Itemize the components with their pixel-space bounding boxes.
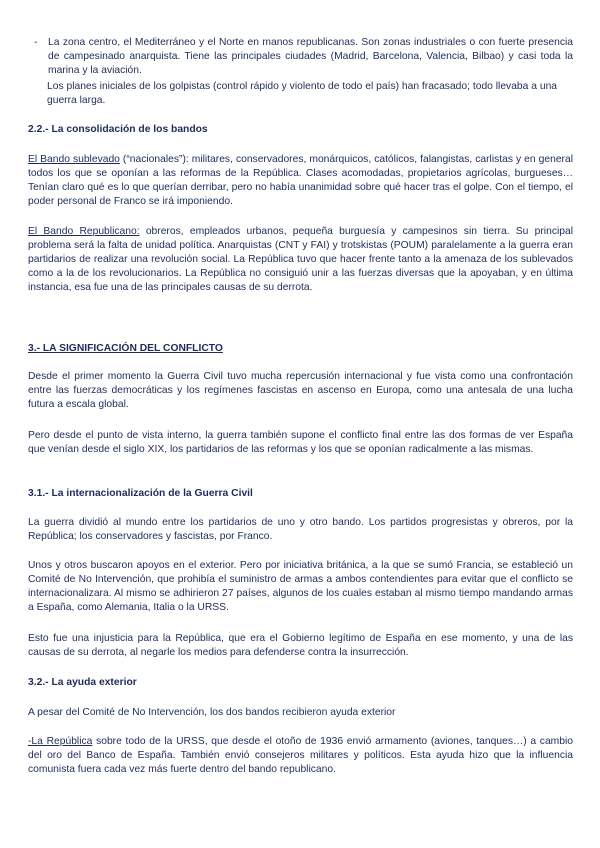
- paragraph-ayuda-exterior: A pesar del Comité de No Intervención, los dos bandos recibieron ayuda exterior: [28, 707, 396, 718]
- heading-2-2: 2.2.- La consolidación de los bandos: [28, 124, 208, 135]
- paragraph-ayuda-republica: [28, 735, 573, 777]
- bullet-text: La zona centro, el Mediterráneo y el Norte en manos republicanas. Son zonas industriales o con fuerte presencia de campesinado anarquista. Tiene las principales ciudades (Madrid, Barcelona, Valencia, Bilbao) y casi toda la marina y la aviación.: [48, 37, 573, 76]
- paragraph-bando-sublevado: [28, 153, 573, 209]
- paragraph-planes-golpistas: Los planes iniciales de los golpistas (control rápido y violento de todo el país) han fracasado; todo llevaba a una guerra larga.: [47, 81, 558, 106]
- text-ayuda-republica: sobre todo de la URSS, que desde el otoño de 1936 envió armamento (aviones, tanques…) a cambio del oro del Banco de España. También envió consejeros militares y políticos. Esta ayuda hizo que la influencia comunista fuera cada vez más fuerte dentro del bando republicano.: [28, 736, 573, 775]
- term-bando-republicano: El Bando Republicano:: [28, 226, 140, 237]
- paragraph-repercusion-internacional: Desde el primer momento la Guerra Civil tuvo mucha repercusión internacional y fue vista como una confrontación entre las fuerzas democráticas y los regímenes fascistas en ascenso en Europa, como una antesala de una lucha futura a escala global.: [28, 371, 573, 410]
- text-bando-sublevado: (“nacionales”): militares, conservadores, monárquicos, católicos, falangistas, carlistas y en general todos los que se oponían a las reformas de la República. Clases acomodadas, propietarios agrícolas, burgueses… Tenían claro qué es lo que querían derribar, pero no había unanimidad sobre qué hacer tras el golpe. Con el tiempo, el poder personal de Franco se irá imponiendo.: [28, 154, 573, 207]
- paragraph-conflicto-interno: Pero desde el punto de vista interno, la guerra también supone el conflicto final entre las dos formas de ver España que venían desde el siglo XIX, los partidarios de las reformas y los que se oponían radicalmente a las mismas.: [28, 430, 573, 455]
- bullet-zona-republicana: [34, 36, 573, 78]
- heading-3-2: 3.2.- La ayuda exterior: [28, 677, 137, 688]
- paragraph-bando-republicano: [28, 225, 573, 295]
- heading-3: 3.- LA SIGNIFICACIÓN DEL CONFLICTO: [28, 343, 223, 354]
- bullet-dash: -: [34, 37, 38, 48]
- term-la-republica: -La República: [28, 736, 93, 747]
- paragraph-division-mundo: La guerra dividió al mundo entre los partidarios de uno y otro bando. Los partidos progresistas y obreros, por la República; los conservadores y fascistas, por Franco.: [28, 517, 573, 542]
- paragraph-injusticia: Esto fue una injusticia para la República, que era el Gobierno legítimo de España en ese momento, y una de las causas de su derrota, al negarle los medios para defenderse contra la insurrección.: [28, 633, 573, 658]
- text-bando-republicano: obreros, empleados urbanos, pequeña burguesía y campesinos sin tierra. Su principal problema será la falta de unidad política. Anarquistas (CNT y FAI) y trotskistas (POUM) paralelamente a la guerra eran partidarios de realizar una revolución social. La República tuvo que hacer frente tanto a la amenaza de los sublevados como a la de los revolucionarios. La República no consiguió unir a las fuerzas diversas que la apoyaban, y en última instancia, esa fue una de las principales causas de su derrota.: [28, 226, 574, 293]
- term-bando-sublevado: El Bando sublevado: [28, 154, 120, 165]
- paragraph-no-intervencion: Unos y otros buscaron apoyos en el exterior. Pero por iniciativa británica, a la que se sumó Francia, se estableció un Comité de No Intervención, que prohibía el suministro de armas a ambos contendientes para evitar que el conflicto se internacionalizara. Al mismo se adhirieron 27 países, algunos de los cuales estaban al mismo tiempo mandando armas a España, como Alemania, Italia o la URSS.: [28, 560, 573, 613]
- heading-3-1: 3.1.- La internacionalización de la Guerra Civil: [28, 488, 253, 499]
